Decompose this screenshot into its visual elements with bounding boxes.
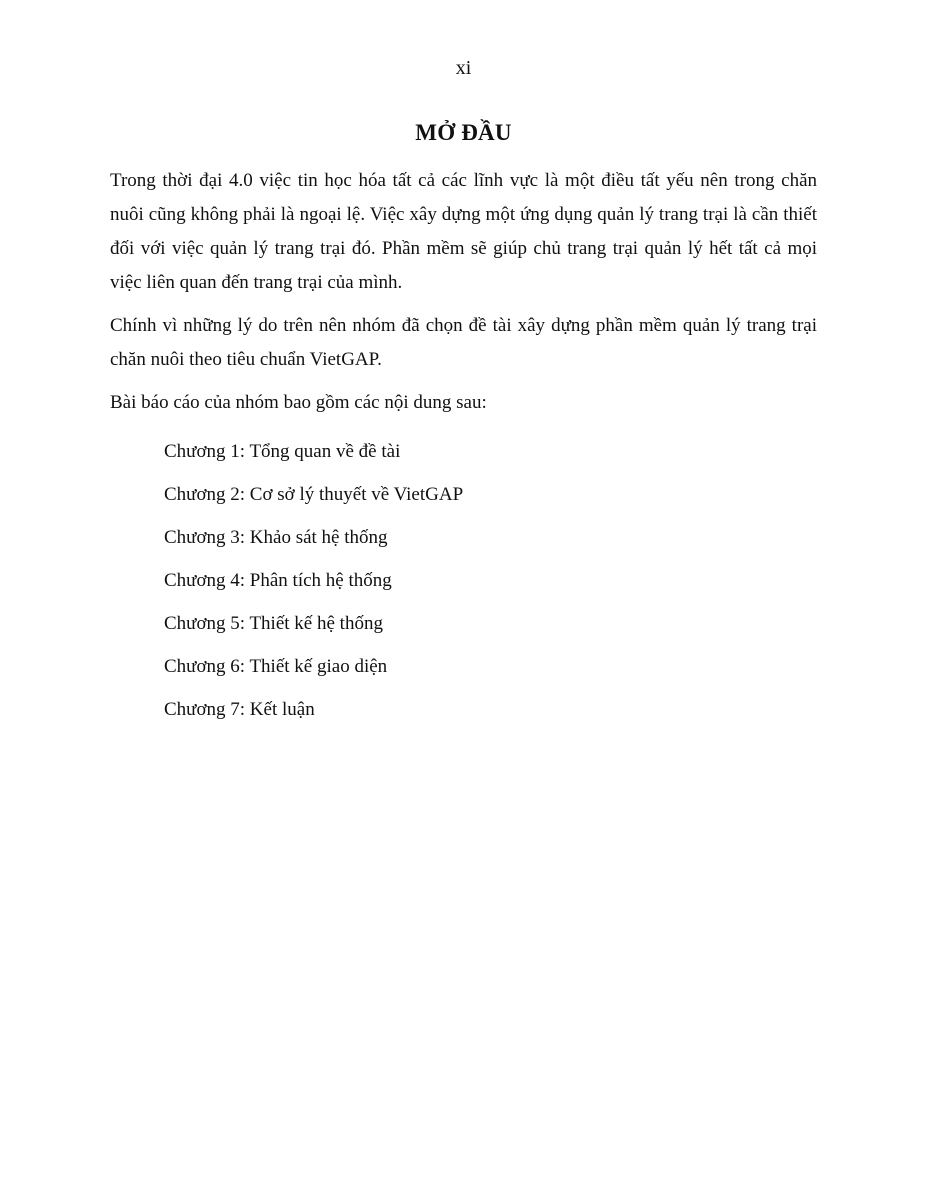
- chapter-item: Chương 4: Phân tích hệ thống: [164, 570, 392, 591]
- chapter-item: Chương 5: Thiết kế hệ thống: [164, 613, 383, 634]
- chapter-item: Chương 3: Khảo sát hệ thống: [164, 527, 388, 548]
- body-content: [110, 164, 817, 731]
- chapter-item: Chương 7: Kết luận: [164, 699, 315, 720]
- chapter-item: Chương 6: Thiết kế giao diện: [164, 656, 388, 677]
- page-number: xi: [455, 57, 472, 79]
- chapter-item: Chương 2: Cơ sở lý thuyết về VietGAP: [164, 484, 464, 505]
- reason-paragraph: Chính vì những lý do trên nên nhóm đã chọn đề tài xây dựng phần mềm quản lý trang trại chăn nuôi theo tiêu chuẩn VietGAP.: [110, 315, 817, 370]
- outline-intro-paragraph: Bài báo cáo của nhóm bao gồm các nội dung sau:: [110, 392, 487, 413]
- page-title: MỞ ĐẦU: [415, 120, 512, 145]
- chapter-list: [110, 430, 817, 731]
- chapter-item: Chương 1: Tổng quan về đề tài: [164, 441, 401, 462]
- intro-paragraph: Trong thời đại 4.0 việc tin học hóa tất cả các lĩnh vực là một điều tất yếu nên trong chăn nuôi cũng không phải là ngoại lệ. Việc xây dựng một ứng dụng quản lý trang trại là cần thiết đối với việc quản lý trang trại đó. Phần mềm sẽ giúp chủ trang trại quản lý hết tất cả mọi việc liên quan đến trang trại của mình.: [110, 170, 817, 293]
